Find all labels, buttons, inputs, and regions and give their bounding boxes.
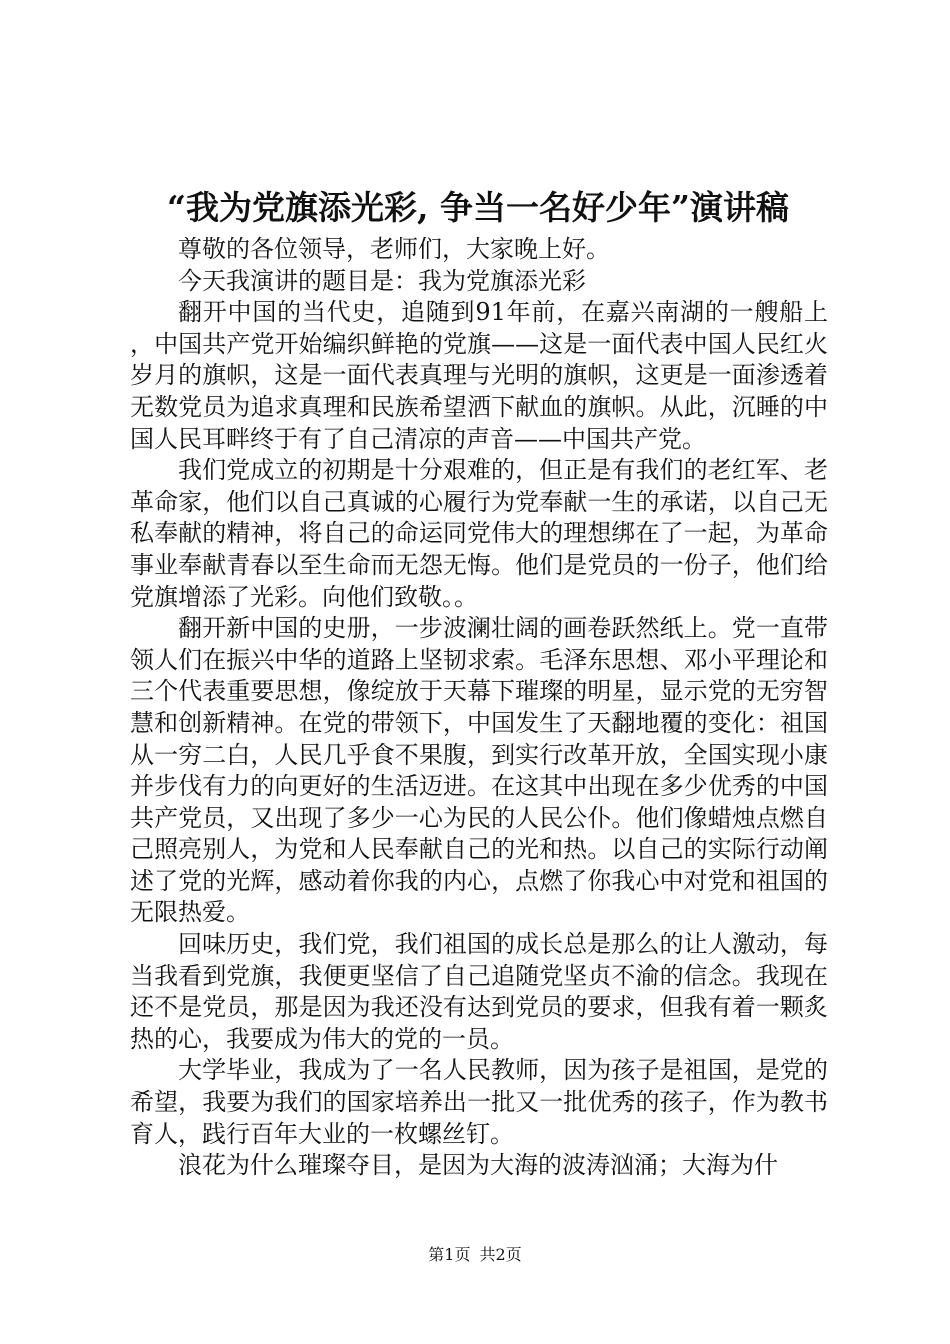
page-number-total: 共2页 <box>479 1245 522 1264</box>
paragraph-new-china: 翻开新中国的史册，一步波澜壮阔的画卷跃然纸上。党一直带领人们在振兴中华的道路上坚韧求索。毛泽东思想、邓小平理论和三个代表重要思想，像绽放于天幕下璀璨的明星，显示党的无穷智慧和创新精神。在党的带领下，中国发生了天翻地覆的变化：祖国从一穷二白，人民几乎食不果腹，到实行改革开放，全国实现小康并步伐有力的向更好的生活迈进。在这其中出现在多少优秀的中国共产党员，又出现了多少一心为民的人民公仆。他们像蜡烛点燃自己照亮别人，为党和人民奉献自己的光和热。以自己的实际行动阐述了党的光辉，感动着你我的内心，点燃了你我心中对党和祖国的无限热爱。 <box>130 614 828 927</box>
paragraph-waves: 浪花为什么璀璨夺目，是因为大海的波涛汹涌；大海为什 <box>178 1151 778 1180</box>
page-number-current: 第1页 <box>428 1245 471 1264</box>
paragraph-reflection: 回味历史，我们党，我们祖国的成长总是那么的让人激动，每当我看到党旗，我便更坚信了自己追随党坚贞不渝的信念。我现在还不是党员，那是因为我还没有达到党员的要求，但我有着一颗炙热的心，我要成为伟大的党的一员。 <box>130 930 828 1053</box>
document-body <box>130 234 828 1182</box>
paragraph-teacher: 大学毕业，我成为了一名人民教师，因为孩子是祖国，是党的希望，我要为我们的国家培养出一批又一批优秀的孩子，作为教书育人，践行百年大业的一枚螺丝钉。 <box>130 1056 828 1148</box>
paragraph-topic: 今天我演讲的题目是：我为党旗添光彩 <box>178 266 586 295</box>
page-footer <box>0 1244 950 1266</box>
document-title: “我为党旗添光彩, 争当一名好少年”演讲稿 <box>167 188 789 227</box>
paragraph-greeting: 尊敬的各位领导，老师们，大家晚上好。 <box>178 235 610 263</box>
paragraph-history: 翻开中国的当代史，追随到91年前，在嘉兴南湖的一艘船上，中国共产党开始编织鲜艳的党旗——这是一面代表中国人民红火岁月的旗帜，这是一面代表真理与光明的旗帜，这更是一面渗透着无数党员为追求真理和民族希望洒下献血的旗帜。从此，沉睡的中国人民耳畔终于有了自己清凉的声音——中国共产党。 <box>130 298 828 453</box>
paragraph-early-party: 我们党成立的初期是十分艰难的，但正是有我们的老红军、老革命家，他们以自己真诚的心履行为党奉献一生的承诺，以自己无私奉献的精神，将自己的命运同党伟大的理想绑在了一起，为革命事业奉献青春以至生命而无怨无悔。他们是党员的一份子，他们给党旗增添了光彩。向他们致敬。。 <box>130 456 828 611</box>
